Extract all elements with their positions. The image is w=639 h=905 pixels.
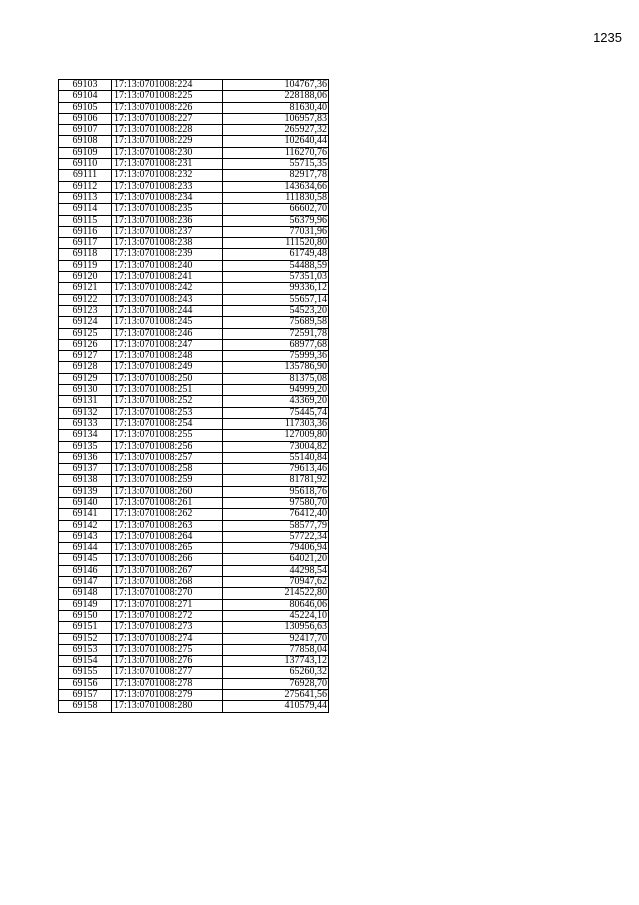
value-cell: 127009,80 [223, 430, 329, 441]
value-cell: 410579,44 [223, 701, 329, 712]
table-row [59, 351, 329, 362]
value-cell: 94999,20 [223, 385, 329, 396]
table-row [59, 159, 329, 170]
row-id-cell: 69127 [59, 351, 112, 362]
row-id-cell: 69138 [59, 475, 112, 486]
cadastral-number-cell: 17:13:0701008:266 [112, 554, 223, 565]
cadastral-number-cell: 17:13:0701008:225 [112, 91, 223, 102]
value-cell: 130956,63 [223, 622, 329, 633]
row-id-cell: 69134 [59, 430, 112, 441]
cadastral-number-cell: 17:13:0701008:268 [112, 577, 223, 588]
cadastral-number-cell: 17:13:0701008:241 [112, 272, 223, 283]
value-cell: 111520,80 [223, 238, 329, 249]
row-id-cell: 69146 [59, 565, 112, 576]
value-cell: 55657,14 [223, 294, 329, 305]
table-row [59, 249, 329, 260]
cadastral-number-cell: 17:13:0701008:226 [112, 102, 223, 113]
cadastral-number-cell: 17:13:0701008:234 [112, 192, 223, 203]
value-cell: 55140,84 [223, 452, 329, 463]
table-row [59, 486, 329, 497]
row-id-cell: 69143 [59, 531, 112, 542]
table-row [59, 113, 329, 124]
table-row [59, 181, 329, 192]
row-id-cell: 69141 [59, 509, 112, 520]
value-cell: 265927,32 [223, 125, 329, 136]
table-row [59, 644, 329, 655]
row-id-cell: 69114 [59, 204, 112, 215]
value-cell: 117303,36 [223, 418, 329, 429]
cadastral-number-cell: 17:13:0701008:263 [112, 520, 223, 531]
table-row [59, 373, 329, 384]
table-row [59, 396, 329, 407]
cadastral-number-cell: 17:13:0701008:247 [112, 339, 223, 350]
row-id-cell: 69128 [59, 362, 112, 373]
cadastral-number-cell: 17:13:0701008:262 [112, 509, 223, 520]
value-cell: 61749,48 [223, 249, 329, 260]
value-cell: 104767,36 [223, 80, 329, 91]
cadastral-number-cell: 17:13:0701008:238 [112, 238, 223, 249]
value-cell: 43369,20 [223, 396, 329, 407]
table-row [59, 622, 329, 633]
row-id-cell: 69135 [59, 441, 112, 452]
value-cell: 80646,06 [223, 599, 329, 610]
table-row [59, 136, 329, 147]
row-id-cell: 69144 [59, 543, 112, 554]
cadastral-number-cell: 17:13:0701008:230 [112, 147, 223, 158]
table-row [59, 543, 329, 554]
table-row [59, 430, 329, 441]
cadastral-number-cell: 17:13:0701008:228 [112, 125, 223, 136]
page-number: 1235 [593, 30, 622, 45]
table-row [59, 633, 329, 644]
row-id-cell: 69155 [59, 667, 112, 678]
table-row [59, 283, 329, 294]
row-id-cell: 69137 [59, 464, 112, 475]
value-cell: 82917,78 [223, 170, 329, 181]
value-cell: 64021,20 [223, 554, 329, 565]
table-row [59, 441, 329, 452]
cadastral-number-cell: 17:13:0701008:258 [112, 464, 223, 475]
cadastral-number-cell: 17:13:0701008:279 [112, 690, 223, 701]
cadastral-number-cell: 17:13:0701008:256 [112, 441, 223, 452]
row-id-cell: 69156 [59, 678, 112, 689]
value-cell: 143634,66 [223, 181, 329, 192]
value-cell: 77031,96 [223, 226, 329, 237]
table-row [59, 125, 329, 136]
cadastral-number-cell: 17:13:0701008:272 [112, 610, 223, 621]
row-id-cell: 69119 [59, 260, 112, 271]
row-id-cell: 69153 [59, 644, 112, 655]
value-cell: 76412,40 [223, 509, 329, 520]
value-cell: 81781,92 [223, 475, 329, 486]
table-row [59, 272, 329, 283]
table-row [59, 520, 329, 531]
cadastral-number-cell: 17:13:0701008:271 [112, 599, 223, 610]
data-table [58, 79, 329, 713]
value-cell: 70947,62 [223, 577, 329, 588]
value-cell: 75689,58 [223, 317, 329, 328]
cadastral-number-cell: 17:13:0701008:267 [112, 565, 223, 576]
value-cell: 111830,58 [223, 192, 329, 203]
row-id-cell: 69108 [59, 136, 112, 147]
table-row [59, 226, 329, 237]
table-row [59, 102, 329, 113]
cadastral-number-cell: 17:13:0701008:253 [112, 407, 223, 418]
table-row [59, 80, 329, 91]
cadastral-number-cell: 17:13:0701008:243 [112, 294, 223, 305]
row-id-cell: 69149 [59, 599, 112, 610]
table-row [59, 554, 329, 565]
table-row [59, 577, 329, 588]
cadastral-number-cell: 17:13:0701008:257 [112, 452, 223, 463]
cadastral-number-cell: 17:13:0701008:245 [112, 317, 223, 328]
value-cell: 116270,76 [223, 147, 329, 158]
row-id-cell: 69154 [59, 656, 112, 667]
row-id-cell: 69145 [59, 554, 112, 565]
value-cell: 228188,06 [223, 91, 329, 102]
cadastral-number-cell: 17:13:0701008:277 [112, 667, 223, 678]
table-row [59, 418, 329, 429]
value-cell: 44298,54 [223, 565, 329, 576]
cadastral-number-cell: 17:13:0701008:229 [112, 136, 223, 147]
row-id-cell: 69151 [59, 622, 112, 633]
value-cell: 92417,70 [223, 633, 329, 644]
value-cell: 137743,12 [223, 656, 329, 667]
row-id-cell: 69130 [59, 385, 112, 396]
value-cell: 77858,04 [223, 644, 329, 655]
table-row [59, 238, 329, 249]
row-id-cell: 69107 [59, 125, 112, 136]
table-row [59, 204, 329, 215]
cadastral-number-cell: 17:13:0701008:276 [112, 656, 223, 667]
table-row [59, 328, 329, 339]
cadastral-number-cell: 17:13:0701008:249 [112, 362, 223, 373]
table-body [59, 80, 329, 713]
row-id-cell: 69110 [59, 159, 112, 170]
value-cell: 275641,56 [223, 690, 329, 701]
value-cell: 68977,68 [223, 339, 329, 350]
cadastral-number-cell: 17:13:0701008:254 [112, 418, 223, 429]
row-id-cell: 69112 [59, 181, 112, 192]
cadastral-number-cell: 17:13:0701008:239 [112, 249, 223, 260]
row-id-cell: 69139 [59, 486, 112, 497]
value-cell: 73004,82 [223, 441, 329, 452]
table-row [59, 305, 329, 316]
value-cell: 56379,96 [223, 215, 329, 226]
value-cell: 102640,44 [223, 136, 329, 147]
cadastral-number-cell: 17:13:0701008:250 [112, 373, 223, 384]
cadastral-number-cell: 17:13:0701008:244 [112, 305, 223, 316]
row-id-cell: 69150 [59, 610, 112, 621]
value-cell: 58577,79 [223, 520, 329, 531]
row-id-cell: 69131 [59, 396, 112, 407]
row-id-cell: 69157 [59, 690, 112, 701]
value-cell: 75445,74 [223, 407, 329, 418]
row-id-cell: 69115 [59, 215, 112, 226]
row-id-cell: 69126 [59, 339, 112, 350]
row-id-cell: 69129 [59, 373, 112, 384]
value-cell: 75999,36 [223, 351, 329, 362]
table-row [59, 362, 329, 373]
value-cell: 79406,94 [223, 543, 329, 554]
cadastral-number-cell: 17:13:0701008:227 [112, 113, 223, 124]
table-row [59, 588, 329, 599]
table-row [59, 192, 329, 203]
row-id-cell: 69140 [59, 497, 112, 508]
cadastral-number-cell: 17:13:0701008:252 [112, 396, 223, 407]
value-cell: 54488,59 [223, 260, 329, 271]
row-id-cell: 69120 [59, 272, 112, 283]
cadastral-number-cell: 17:13:0701008:233 [112, 181, 223, 192]
table-row [59, 215, 329, 226]
cadastral-number-cell: 17:13:0701008:259 [112, 475, 223, 486]
table-row [59, 475, 329, 486]
value-cell: 81375,08 [223, 373, 329, 384]
table-row [59, 294, 329, 305]
row-id-cell: 69105 [59, 102, 112, 113]
table-row [59, 690, 329, 701]
value-cell: 95618,76 [223, 486, 329, 497]
cadastral-number-cell: 17:13:0701008:237 [112, 226, 223, 237]
row-id-cell: 69121 [59, 283, 112, 294]
table-row [59, 667, 329, 678]
table-row [59, 385, 329, 396]
value-cell: 45224,10 [223, 610, 329, 621]
table-row [59, 91, 329, 102]
value-cell: 54523,20 [223, 305, 329, 316]
row-id-cell: 69136 [59, 452, 112, 463]
cadastral-number-cell: 17:13:0701008:261 [112, 497, 223, 508]
value-cell: 97580,70 [223, 497, 329, 508]
row-id-cell: 69116 [59, 226, 112, 237]
cadastral-number-cell: 17:13:0701008:280 [112, 701, 223, 712]
value-cell: 76928,70 [223, 678, 329, 689]
row-id-cell: 69148 [59, 588, 112, 599]
value-cell: 106957,83 [223, 113, 329, 124]
row-id-cell: 69118 [59, 249, 112, 260]
value-cell: 57351,03 [223, 272, 329, 283]
cadastral-number-cell: 17:13:0701008:240 [112, 260, 223, 271]
cadastral-number-cell: 17:13:0701008:274 [112, 633, 223, 644]
row-id-cell: 69158 [59, 701, 112, 712]
value-cell: 99336,12 [223, 283, 329, 294]
table-row [59, 170, 329, 181]
value-cell: 135786,90 [223, 362, 329, 373]
table-row [59, 339, 329, 350]
row-id-cell: 69147 [59, 577, 112, 588]
table-row [59, 260, 329, 271]
cadastral-number-cell: 17:13:0701008:275 [112, 644, 223, 655]
cadastral-number-cell: 17:13:0701008:265 [112, 543, 223, 554]
row-id-cell: 69152 [59, 633, 112, 644]
table-row [59, 701, 329, 712]
value-cell: 81630,40 [223, 102, 329, 113]
value-cell: 57722,34 [223, 531, 329, 542]
cadastral-number-cell: 17:13:0701008:242 [112, 283, 223, 294]
row-id-cell: 69106 [59, 113, 112, 124]
row-id-cell: 69104 [59, 91, 112, 102]
value-cell: 66602,70 [223, 204, 329, 215]
value-cell: 79613,46 [223, 464, 329, 475]
table-row [59, 509, 329, 520]
row-id-cell: 69109 [59, 147, 112, 158]
row-id-cell: 69132 [59, 407, 112, 418]
table-row [59, 317, 329, 328]
table-row [59, 656, 329, 667]
row-id-cell: 69123 [59, 305, 112, 316]
table-row [59, 497, 329, 508]
cadastral-number-cell: 17:13:0701008:231 [112, 159, 223, 170]
row-id-cell: 69103 [59, 80, 112, 91]
cadastral-number-cell: 17:13:0701008:251 [112, 385, 223, 396]
cadastral-number-cell: 17:13:0701008:255 [112, 430, 223, 441]
cadastral-number-cell: 17:13:0701008:236 [112, 215, 223, 226]
cadastral-number-cell: 17:13:0701008:224 [112, 80, 223, 91]
cadastral-number-cell: 17:13:0701008:264 [112, 531, 223, 542]
cadastral-number-cell: 17:13:0701008:235 [112, 204, 223, 215]
value-cell: 214522,80 [223, 588, 329, 599]
row-id-cell: 69113 [59, 192, 112, 203]
table-row [59, 464, 329, 475]
table-row [59, 452, 329, 463]
cadastral-number-cell: 17:13:0701008:270 [112, 588, 223, 599]
row-id-cell: 69122 [59, 294, 112, 305]
table-row [59, 147, 329, 158]
table-row [59, 678, 329, 689]
cadastral-number-cell: 17:13:0701008:260 [112, 486, 223, 497]
value-cell: 65260,32 [223, 667, 329, 678]
row-id-cell: 69117 [59, 238, 112, 249]
row-id-cell: 69124 [59, 317, 112, 328]
value-cell: 55715,35 [223, 159, 329, 170]
cadastral-number-cell: 17:13:0701008:278 [112, 678, 223, 689]
table-row [59, 610, 329, 621]
cadastral-number-cell: 17:13:0701008:248 [112, 351, 223, 362]
cadastral-number-cell: 17:13:0701008:232 [112, 170, 223, 181]
row-id-cell: 69142 [59, 520, 112, 531]
table-row [59, 599, 329, 610]
row-id-cell: 69125 [59, 328, 112, 339]
cadastral-number-cell: 17:13:0701008:273 [112, 622, 223, 633]
table-row [59, 531, 329, 542]
table-row [59, 565, 329, 576]
row-id-cell: 69133 [59, 418, 112, 429]
row-id-cell: 69111 [59, 170, 112, 181]
value-cell: 72591,78 [223, 328, 329, 339]
table-row [59, 407, 329, 418]
cadastral-number-cell: 17:13:0701008:246 [112, 328, 223, 339]
